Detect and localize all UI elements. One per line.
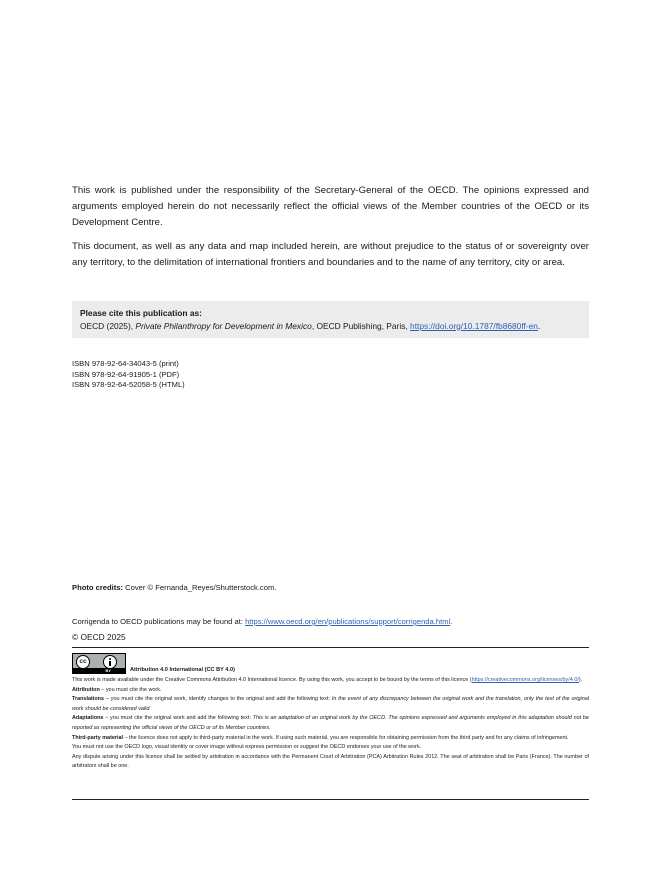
attribution-text: – you must cite the work. [99, 686, 162, 693]
cc-icon: cc [76, 655, 90, 669]
third-party-label: Third-party material [72, 734, 124, 741]
attribution-person-icon [103, 655, 117, 669]
corrigenda-suffix: . [450, 617, 453, 626]
citation-title: Private Philanthropy for Development in Mexico [135, 320, 312, 331]
citation-suffix: . [537, 320, 541, 331]
licence-attribution [72, 686, 589, 696]
photo-credits [72, 583, 276, 592]
translations-label: Translations [72, 696, 105, 703]
citation-text [80, 321, 540, 331]
copyright-notice: © OECD 2025 [72, 632, 126, 642]
cc-by-badge[interactable] [72, 653, 126, 674]
adaptations-text: – you must cite the original work and add the following text: [103, 715, 253, 722]
third-party-text: – the licence does not apply to third-party material in the work. If using such material, you are responsible for obtaining permission from the third party and for any claims of infringement. [123, 734, 569, 741]
citation-doi-link[interactable]: https://doi.org/10.1787/fb8680ff-en [410, 320, 538, 331]
translations-notice: In the event of any discrepancy between the original work and the translation, only the text of the original work should be considered valid. [72, 696, 590, 712]
isbn-list [72, 359, 185, 391]
corrigenda-text: Corrigenda to OECD publications may be found at: [72, 617, 246, 626]
licence-adaptations [72, 714, 589, 733]
copyright-page [72, 0, 589, 882]
licence-translations [72, 695, 589, 714]
citation-prefix: OECD (2025), [80, 320, 136, 331]
cc-by-strip: BY [73, 668, 125, 673]
corrigenda-link[interactable]: https://www.oecd.org/en/publications/support/corrigenda.html [245, 617, 451, 626]
licence-top-divider [72, 647, 589, 648]
disclaimer-paragraph-territory: This document, as well as any data and map included herein, are without prejudice to the status of or sovereignty over any territory, to the delimitation of international frontiers and boundaries and to the name of any territory, city or area. [72, 241, 589, 268]
isbn-print: ISBN 978-92-64-34043-5 (print) [72, 359, 179, 368]
isbn-pdf: ISBN 978-92-64-91905-1 (PDF) [72, 369, 180, 379]
licence-intro-end: ). [578, 677, 583, 683]
disclaimer-paragraph-responsibility: This work is published under the responsibility of the Secretary-General of the OECD. The opinions expressed and arguments employed herein do not necessarily reflect the official views of the Member countries of the OECD or its Development Centre. [72, 185, 589, 228]
citation-publisher: , OECD Publishing, Paris, [311, 320, 411, 331]
licence-logo-restriction: You must not use the OECD logo, visual identity or cover image without express permission or suggest the OECD endorses your use of the work. [72, 744, 422, 751]
translations-text: – you must cite the original work, identify changes to the original and add the following text: [104, 696, 332, 703]
citation-heading: Please cite this publication as: [80, 308, 202, 318]
adaptations-notice: This is an adaptation of an original work by the OECD. The opinions expressed and arguments employed in this adaptation should not be reported as representing the official views of the OECD or of its Member countries. [72, 715, 589, 731]
citation-box [72, 301, 589, 338]
adaptations-label: Adaptations [72, 715, 104, 722]
licence-badge-row [72, 653, 235, 674]
licence-third-party [72, 734, 589, 744]
licence-terms [72, 676, 589, 772]
licence-name: Attribution 4.0 International (CC BY 4.0) [130, 667, 235, 673]
licence-bottom-divider [72, 799, 589, 800]
photo-credits-text: Cover © Fernanda_Reyes/Shutterstock.com. [123, 583, 277, 592]
disclaimer [72, 183, 589, 279]
licence-dispute: Any dispute arising under this licence shall be settled by arbitration in accordance with the Permanent Court of Arbitration (PCA) Arbitration Rules 2012. The seat of arbitration shall be Paris (France). The number of arbitrators shall be one. [72, 753, 589, 770]
attribution-label: Attribution [72, 686, 100, 693]
isbn-html: ISBN 978-92-64-52058-5 (HTML) [72, 380, 185, 389]
corrigenda-note [72, 617, 452, 626]
licence-intro-text: This work is made available under the Creative Commons Attribution 4.0 International licence. By using this work, you accept to be bound by the terms of this licence ( [72, 677, 472, 683]
licence-url-link[interactable]: https://creativecommons.org/licenses/by/4.0/ [471, 677, 579, 683]
licence-intro [72, 676, 589, 686]
photo-credits-label: Photo credits: [72, 583, 124, 592]
